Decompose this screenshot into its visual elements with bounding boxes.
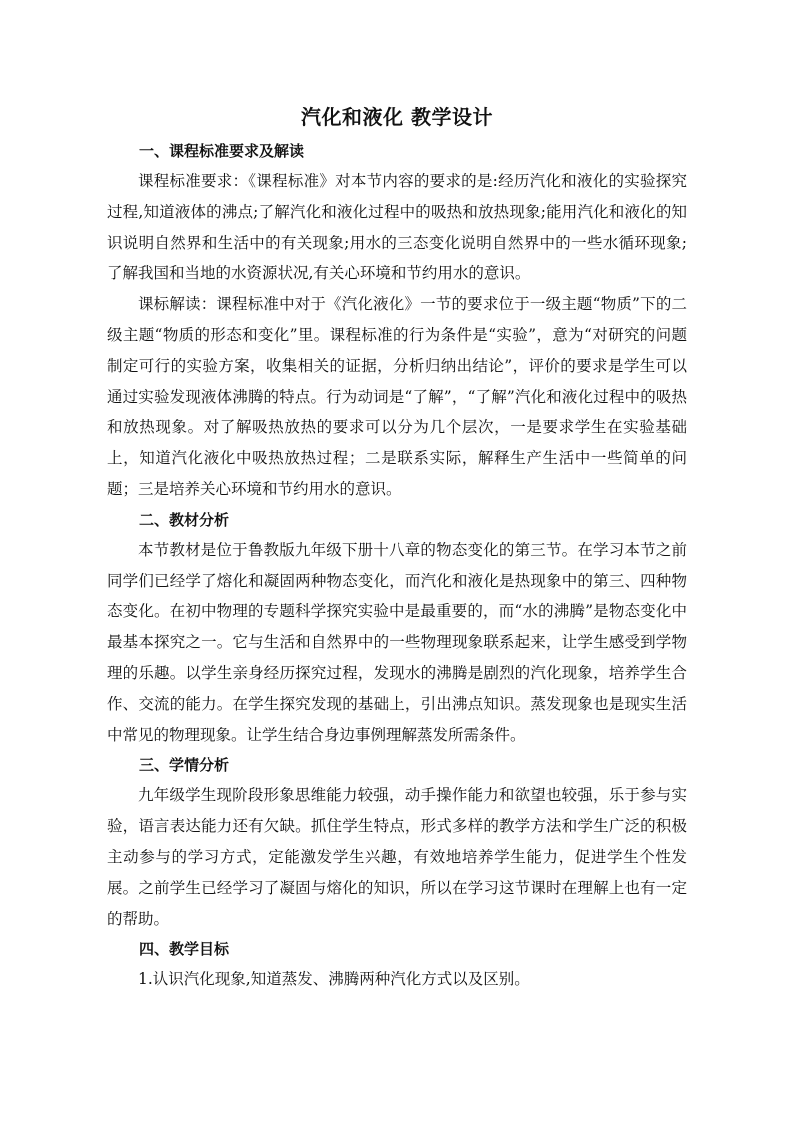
- section-heading: 三、学情分析: [139, 756, 230, 775]
- paragraph: 本节教材是位于鲁教版九年级下册十八章的物态变化的第三节。在学习本节之前同学们已经学了熔化和凝固两种物态变化，而汽化和液化是热现象中的第三、四种物态变化。在初中物理的专题科学探究实验中是最重要的，而“水的沸腾”是物态变化中最基本探究之一。它与生活和自然界中的一些物理现象联系起来，让学生感受到学物理的乐趣。以学生亲身经历探究过程，发现水的沸腾是剧烈的汽化现象，培养学生合作、交流的能力。在学生探究发现的基础上，引出沸点知识。蒸发现象也是现实生活中常见的物理现象。让学生结合身边事例理解蒸发所需条件。: [107, 540, 687, 744]
- section-heading: 一、课程标准要求及解读: [139, 142, 305, 160]
- section-heading: 二、教材分析: [139, 510, 230, 529]
- section-student-analysis: [107, 750, 687, 934]
- paragraph: 课标解读：课程标准中对于《汽化液化》一节的要求位于一级主题“物质”下的二级主题“物质的形态和变化”里。课程标准的行为条件是“实验”，意为“对研究的问题制定可行的实验方案，收集相关的证据，分析归纳出结论”，评价的要求是学生可以通过实验发现液体沸腾的特点。行为动词是“了解”，“了解”汽化和液化过程中的吸热和放热现象。对了解吸热放热的要求可以分为几个层次，一是要求学生在实验基础上，知道汽化液化中吸热放热过程；二是联系实际，解释生产生活中一些简单的问题；三是培养关心环境和节约用水的意识。: [107, 295, 687, 498]
- document-page: [107, 98, 687, 995]
- section-textbook-analysis: [107, 505, 687, 751]
- section-heading: 四、教学目标: [139, 940, 230, 959]
- paragraph: 九年级学生现阶段形象思维能力较强，动手操作能力和欲望也较强，乐于参与实验，语言表达能力还有欠缺。抓住学生特点，形式多样的教学方法和学生广泛的积极主动参与的学习方式，定能激发学生兴趣，有效地培养学生能力，促进学生个性发展。之前学生已经学习了凝固与熔化的知识，所以在学习这节课时在理解上也有一定的帮助。: [107, 786, 687, 928]
- paragraph: 课程标准要求：《课程标准》对本节内容的要求的是:经历汽化和液化的实验探究过程,知道液体的沸点;了解汽化和液化过程中的吸热和放热现象;能用汽化和液化的知识说明自然界和生活中的有关现象;用水的三态变化说明自然界中的一些水循环现象;了解我国和当地的水资源状况,有关心环境和节约用水的意识。: [107, 172, 687, 283]
- section-curriculum-standard: [107, 136, 687, 505]
- objective-item: 1.认识汽化现象,知道蒸发、沸腾两种汽化方式以及区别。: [138, 970, 530, 989]
- document-title: 汽化和液化 教学设计: [301, 105, 493, 129]
- section-teaching-objectives: [107, 934, 687, 995]
